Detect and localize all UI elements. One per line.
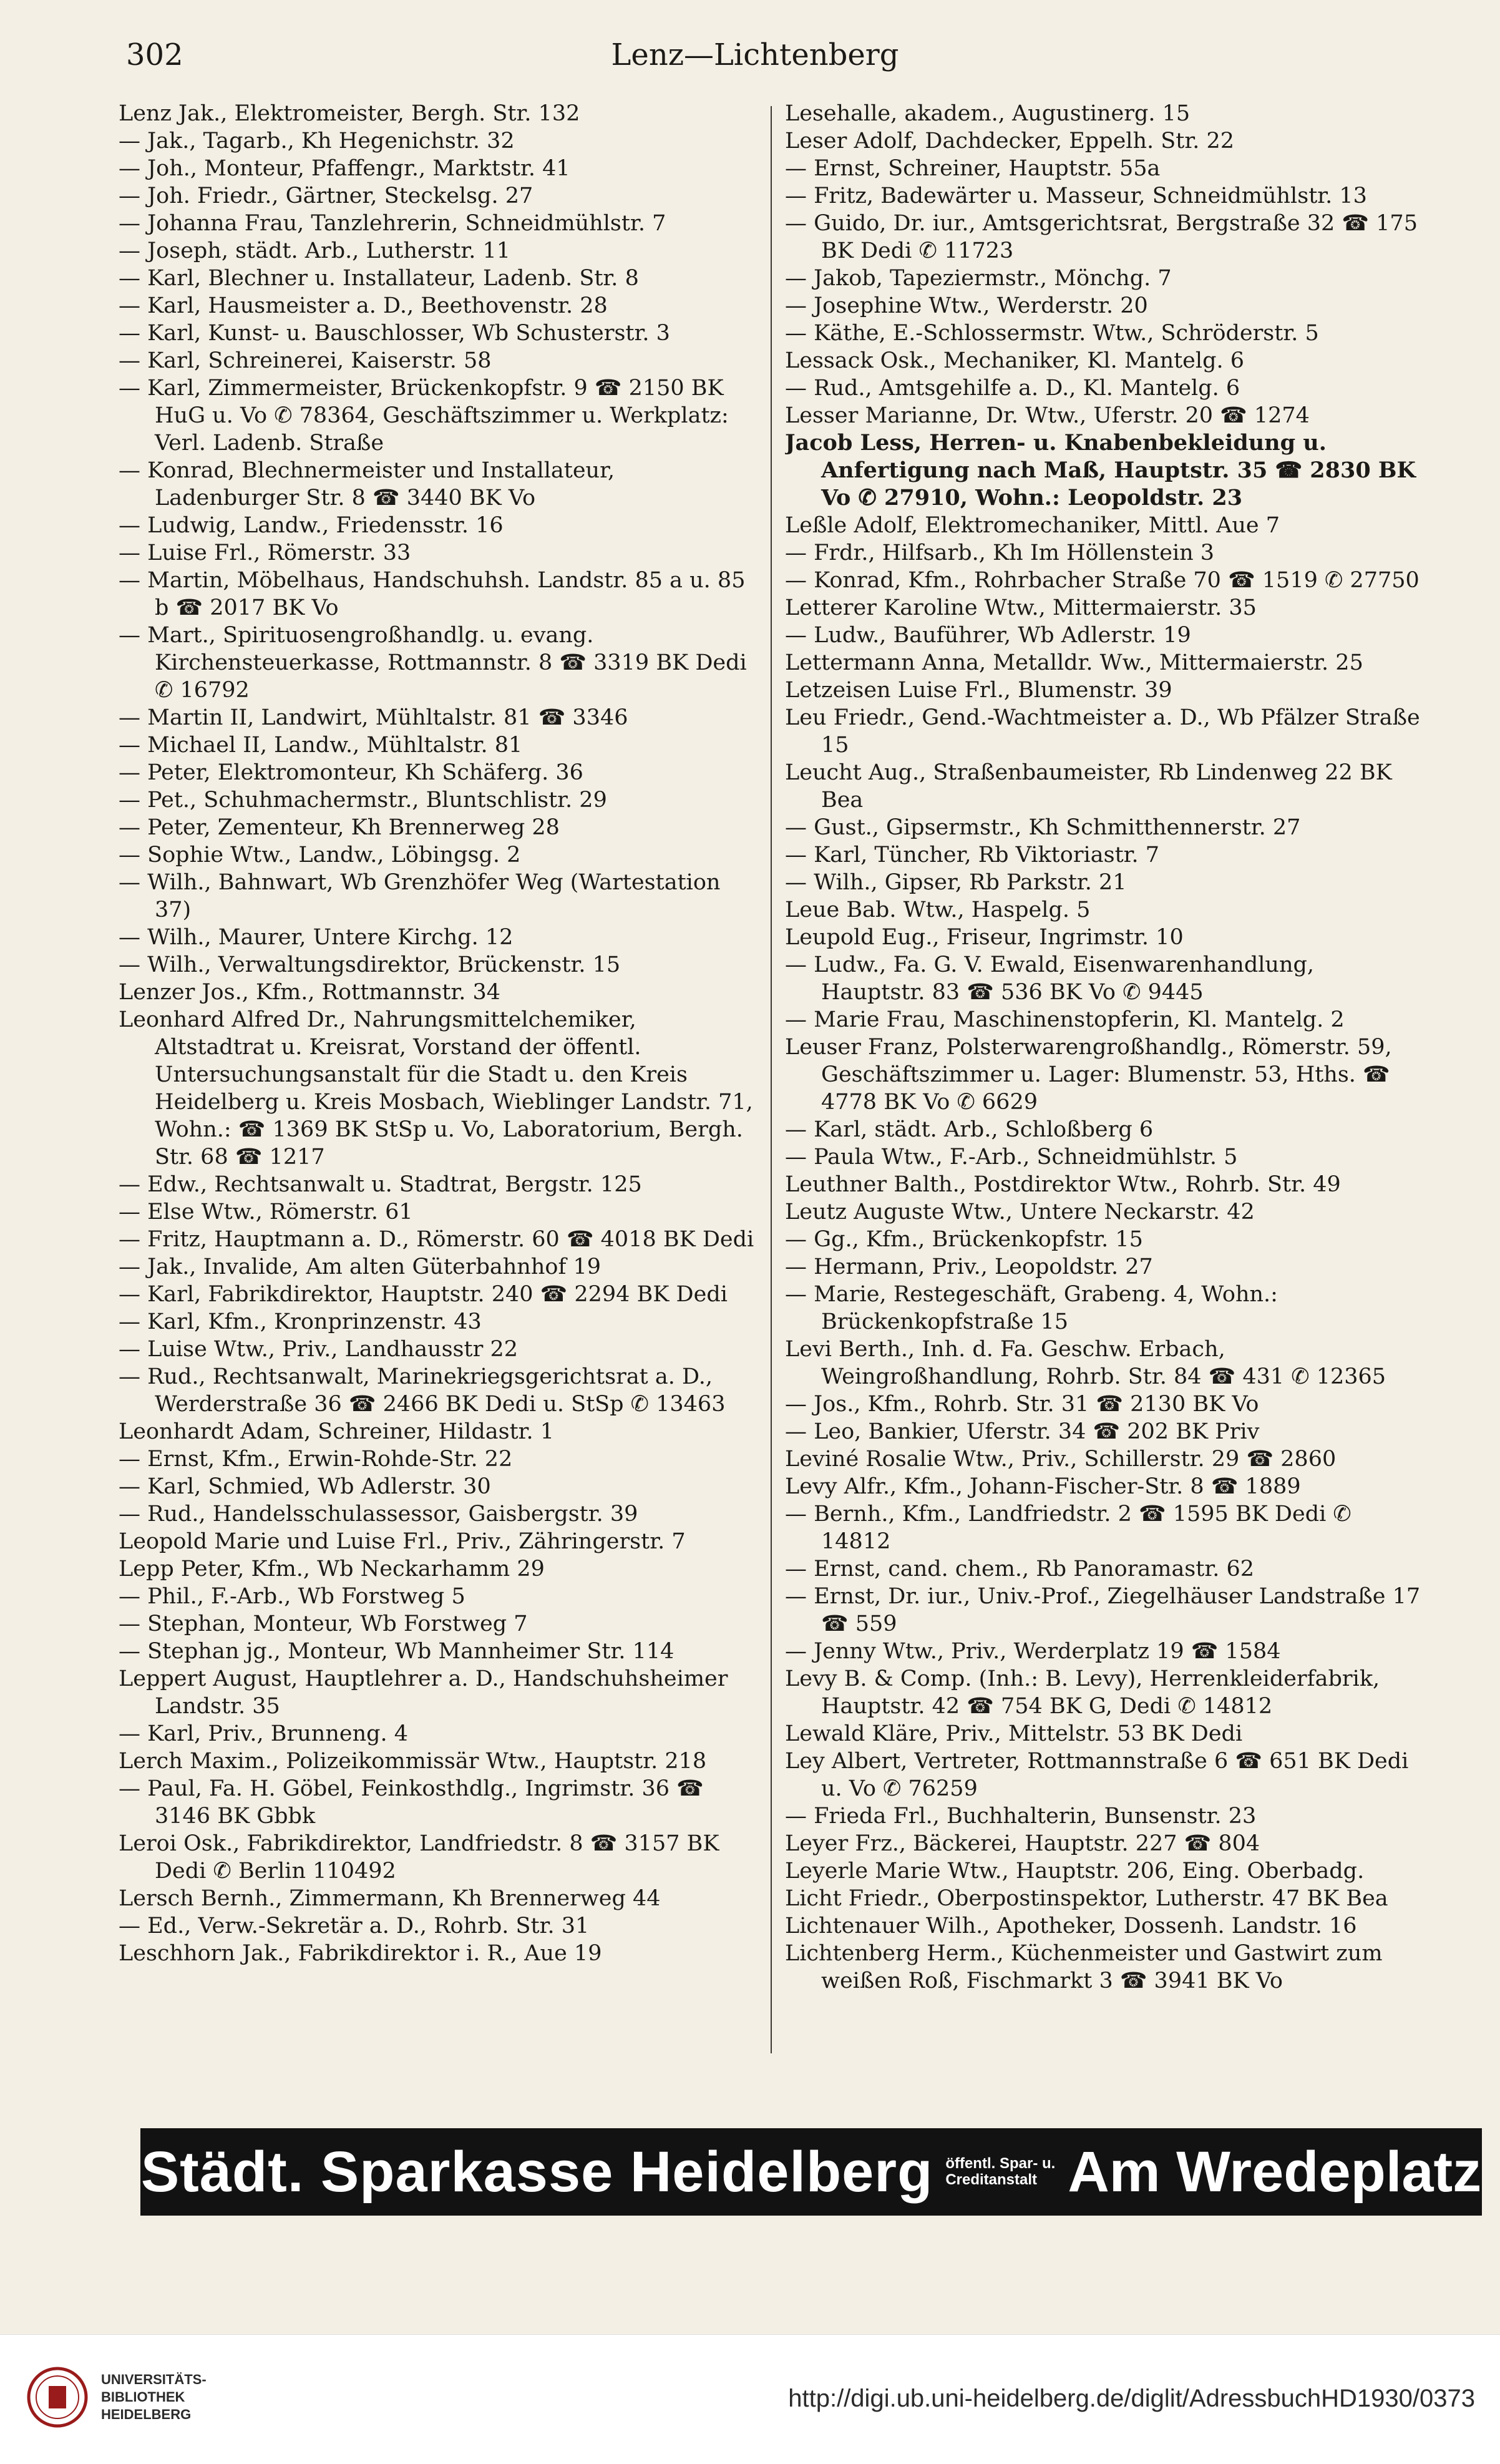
directory-entry: — Mart., Spirituosengroßhandlg. u. evang. Kirchensteuerkasse, Rottmannstr. 8 ☎ 3319 BK Dedi ✆ 16792 — [119, 623, 747, 703]
directory-entry: — Stephan jg., Monteur, Wb Mannheimer Str. 114 — [119, 1639, 675, 1664]
logo-line-2: BIBLIOTHEK — [101, 2389, 185, 2405]
directory-entry: Leuthner Balth., Postdirektor Wtw., Rohrb. Str. 49 — [785, 1172, 1341, 1197]
directory-entry: — Martin II, Landwirt, Mühltalstr. 81 ☎ 3346 — [119, 705, 628, 730]
directory-entry: — Ed., Verw.-Sekretär a. D., Rohrb. Str. 31 — [119, 1914, 590, 1938]
directory-entry: — Karl, Kfm., Kronprinzenstr. 43 — [119, 1309, 482, 1334]
directory-entry: — Gust., Gipsermstr., Kh Schmitthennerstr. 27 — [785, 815, 1301, 840]
library-seal-icon — [26, 2366, 89, 2428]
directory-entry: — Karl, Blechner u. Installateur, Ladenb. Str. 8 — [119, 266, 639, 291]
directory-entry: Lesser Marianne, Dr. Wtw., Uferstr. 20 ☎ 1274 — [785, 403, 1310, 428]
directory-entry: — Josephine Wtw., Werderstr. 20 — [785, 293, 1148, 318]
library-logo-text — [101, 2371, 207, 2423]
directory-entry: — Karl, Priv., Brunneng. 4 — [119, 1721, 409, 1746]
directory-entry: Lettermann Anna, Metalldr. Ww., Mittermaierstr. 25 — [785, 650, 1363, 675]
page-number: 302 — [126, 37, 183, 72]
directory-entry: — Rud., Handelsschulassessor, Gaisbergstr. 39 — [119, 1502, 638, 1527]
directory-entry: — Rud., Amtsgehilfe a. D., Kl. Mantelg. 6 — [785, 376, 1240, 401]
directory-entry: — Martin, Möbelhaus, Handschuhsh. Landstr. 85 a u. 85 b ☎ 2017 BK Vo — [119, 568, 746, 620]
directory-entry: — Wilh., Gipser, Rb Parkstr. 21 — [785, 870, 1127, 895]
directory-entry: Lichtenauer Wilh., Apotheker, Dossenh. Landstr. 16 — [785, 1914, 1357, 1938]
directory-entry: — Paula Wtw., F.-Arb., Schneidmühlstr. 5 — [785, 1145, 1238, 1170]
directory-entry: — Ludw., Fa. G. V. Ewald, Eisenwarenhandlung, Hauptstr. 83 ☎ 536 BK Vo ✆ 9445 — [785, 952, 1315, 1005]
directory-entry: Ley Albert, Vertreter, Rottmannstraße 6 ☎ 651 BK Dedi u. Vo ✆ 76259 — [785, 1749, 1409, 1801]
directory-entry: — Konrad, Kfm., Rohrbacher Straße 70 ☎ 1519 ✆ 27750 — [785, 568, 1420, 593]
directory-entry: — Stephan, Monteur, Wb Forstweg 7 — [119, 1611, 528, 1636]
directory-entry: — Peter, Zementeur, Kh Brennerweg 28 — [119, 815, 560, 840]
directory-entry: — Ernst, cand. chem., Rb Panoramastr. 62 — [785, 1557, 1255, 1582]
directory-entry: — Wilh., Bahnwart, Wb Grenzhöfer Weg (Wartestation 37) — [119, 870, 721, 922]
directory-entry: — Luise Wtw., Priv., Landhausstr 22 — [119, 1337, 518, 1362]
directory-entry: Leu Friedr., Gend.-Wachtmeister a. D., Wb Pfälzer Straße 15 — [785, 705, 1420, 758]
directory-entry: — Joh., Monteur, Pfaffengr., Marktstr. 41 — [119, 156, 570, 181]
banner-location-text: Am Wredeplatz — [1068, 2139, 1482, 2204]
directory-entry: Lersch Bernh., Zimmermann, Kh Brennerweg 44 — [119, 1886, 661, 1911]
directory-entry: — Wilh., Maurer, Untere Kirchg. 12 — [119, 925, 514, 950]
directory-entry: — Leo, Bankier, Uferstr. 34 ☎ 202 BK Priv — [785, 1419, 1260, 1444]
directory-entry: — Peter, Elektromonteur, Kh Schäferg. 36 — [119, 760, 583, 785]
banner-small-text — [945, 2156, 1055, 2188]
directory-entry: Leonhardt Adam, Schreiner, Hildastr. 1 — [119, 1419, 555, 1444]
directory-entry: Leonhard Alfred Dr., Nahrungsmittelchemiker, Altstadtrat u. Kreisrat, Vorstand der öffentl. Untersuchungsanstalt für die Stadt u. den Kreis Heidelberg u. Kreis Mosbach, Wieblinger Landstr. 71, Wohn.: ☎ 1369 BK StSp u. Vo, Laboratorium, Bergh. Str. 68 ☎ 1217 — [119, 1007, 753, 1170]
directory-columns — [119, 100, 1441, 2066]
banner-small-line-1: öffentl. Spar- u. — [945, 2155, 1056, 2172]
directory-entry: Leucht Aug., Straßenbaumeister, Rb Lindenweg 22 BK Bea — [785, 760, 1392, 813]
source-url-link[interactable]: http://digi.ub.uni-heidelberg.de/diglit/AdressbuchHD1930/0373 — [788, 2385, 1475, 2412]
directory-entry: — Guido, Dr. iur., Amtsgerichtsrat, Bergstraße 32 ☎ 175 BK Dedi ✆ 11723 — [785, 211, 1418, 263]
directory-entry: — Edw., Rechtsanwalt u. Stadtrat, Bergstr. 125 — [119, 1172, 642, 1197]
directory-entry: — Joseph, städt. Arb., Lutherstr. 11 — [119, 238, 511, 263]
directory-entry: Leutz Auguste Wtw., Untere Neckarstr. 42 — [785, 1200, 1255, 1225]
directory-entry: — Karl, Kunst- u. Bauschlosser, Wb Schusterstr. 3 — [119, 321, 670, 346]
directory-entry: — Bernh., Kfm., Landfriedstr. 2 ☎ 1595 BK Dedi ✆ 14812 — [785, 1502, 1351, 1554]
directory-entry: — Else Wtw., Römerstr. 61 — [119, 1200, 413, 1225]
directory-entry: Leuser Franz, Polsterwarengroßhandlg., Römerstr. 59, Geschäftszimmer u. Lager: Blumenstr. 53, Hths. ☎ 4778 BK Vo ✆ 6629 — [785, 1035, 1392, 1115]
directory-entry: — Jak., Tagarb., Kh Hegenichstr. 32 — [119, 129, 515, 154]
directory-entry: — Karl, städt. Arb., Schloßberg 6 — [785, 1117, 1154, 1142]
directory-entry: Leupold Eug., Friseur, Ingrimstr. 10 — [785, 925, 1184, 950]
directory-entry: — Fritz, Badewärter u. Masseur, Schneidmühlstr. 13 — [785, 183, 1367, 208]
directory-entry: — Phil., F.-Arb., Wb Forstweg 5 — [119, 1584, 465, 1609]
directory-entry: — Pet., Schuhmachermstr., Bluntschlistr. 29 — [119, 788, 607, 813]
directory-entry: — Sophie Wtw., Landw., Löbingsg. 2 — [119, 843, 521, 868]
directory-entry: — Jak., Invalide, Am alten Güterbahnhof 19 — [119, 1254, 601, 1279]
directory-entry: Jacob Less, Herren- u. Knabenbekleidung u. Anfertigung nach Maß, Hauptstr. 35 ☎ 2830 BK Vo ✆ 27910, Wohn.: Leopoldstr. 23 — [785, 430, 1416, 511]
directory-entry: — Karl, Schmied, Wb Adlerstr. 30 — [119, 1474, 491, 1499]
directory-entry: — Hermann, Priv., Leopoldstr. 27 — [785, 1254, 1153, 1279]
directory-entry: Letzeisen Luise Frl., Blumenstr. 39 — [785, 678, 1172, 703]
directory-entry: Letterer Karoline Wtw., Mittermaierstr. 35 — [785, 595, 1257, 620]
directory-entry: Leviné Rosalie Wtw., Priv., Schillerstr. 29 ☎ 2860 — [785, 1447, 1337, 1472]
directory-entry: — Karl, Zimmermeister, Brückenkopfstr. 9 ☎ 2150 BK HuG u. Vo ✆ 78364, Geschäftszimmer u. Werkplatz: Verl. Ladenb. Straße — [119, 376, 729, 456]
library-logo — [26, 2366, 207, 2428]
directory-entry: — Frdr., Hilfsarb., Kh Im Höllenstein 3 — [785, 540, 1215, 565]
page-header — [119, 32, 1391, 82]
right-column — [785, 100, 1421, 2066]
directory-entry: — Marie, Restegeschäft, Grabeng. 4, Wohn.: Brückenkopfstraße 15 — [785, 1282, 1278, 1334]
directory-entry: — Joh. Friedr., Gärtner, Steckelsg. 27 — [119, 183, 533, 208]
directory-entry: — Karl, Tüncher, Rb Viktoriastr. 7 — [785, 843, 1160, 868]
directory-entry: Lepp Peter, Kfm., Wb Neckarhamm 29 — [119, 1557, 545, 1582]
directory-entry: — Käthe, E.-Schlossermstr. Wtw., Schröderstr. 5 — [785, 321, 1319, 346]
running-head: Lenz—Lichtenberg — [611, 37, 899, 72]
directory-entry: — Karl, Fabrikdirektor, Hauptstr. 240 ☎ 2294 BK Dedi — [119, 1282, 728, 1307]
directory-entry: — Fritz, Hauptmann a. D., Römerstr. 60 ☎ 4018 BK Dedi — [119, 1227, 754, 1252]
directory-entry: — Ludwig, Landw., Friedensstr. 16 — [119, 513, 504, 538]
directory-entry: Levy Alfr., Kfm., Johann-Fischer-Str. 8 ☎ 1889 — [785, 1474, 1301, 1499]
directory-entry: — Frieda Frl., Buchhalterin, Bunsenstr. 23 — [785, 1804, 1257, 1829]
directory-entry: Licht Friedr., Oberpostinspektor, Lutherstr. 47 BK Bea — [785, 1886, 1388, 1911]
left-column — [119, 100, 755, 2066]
directory-entry: Lesehalle, akadem., Augustinerg. 15 — [785, 101, 1191, 126]
directory-entry: — Rud., Rechtsanwalt, Marinekriegsgerichtsrat a. D., Werderstraße 36 ☎ 2466 BK Dedi u. StSp ✆ 13463 — [119, 1364, 726, 1417]
directory-entry: — Jakob, Tapeziermstr., Mönchg. 7 — [785, 266, 1172, 291]
directory-entry: — Luise Frl., Römerstr. 33 — [119, 540, 411, 565]
directory-entry: — Paul, Fa. H. Göbel, Feinkosthdlg., Ingrimstr. 36 ☎ 3146 BK Gbbk — [119, 1776, 704, 1829]
directory-entry: — Michael II, Landw., Mühltalstr. 81 — [119, 733, 523, 758]
directory-entry: Leyerle Marie Wtw., Hauptstr. 206, Eing. Oberbadg. — [785, 1859, 1365, 1884]
directory-entry: — Ernst, Dr. iur., Univ.-Prof., Ziegelhäuser Landstraße 17 ☎ 559 — [785, 1584, 1421, 1636]
directory-entry: — Ernst, Kfm., Erwin-Rohde-Str. 22 — [119, 1447, 513, 1472]
directory-entry: — Karl, Schreinerei, Kaiserstr. 58 — [119, 348, 492, 373]
directory-entry: Leppert August, Hauptlehrer a. D., Handschuhsheimer Landstr. 35 — [119, 1666, 728, 1719]
directory-entry: Lessack Osk., Mechaniker, Kl. Mantelg. 6 — [785, 348, 1245, 373]
directory-entry: Levy B. & Comp. (Inh.: B. Levy), Herrenkleiderfabrik, Hauptstr. 42 ☎ 754 BK G, Dedi ✆ 14812 — [785, 1666, 1380, 1719]
banner-small-line-2: Creditanstalt — [945, 2171, 1038, 2188]
directory-entry: — Konrad, Blechnermeister und Installateur, Ladenburger Str. 8 ☎ 3440 BK Vo — [119, 458, 615, 511]
directory-entry: — Karl, Hausmeister a. D., Beethovenstr. 28 — [119, 293, 608, 318]
directory-entry: — Jos., Kfm., Rohrb. Str. 31 ☎ 2130 BK Vo — [785, 1392, 1259, 1417]
banner-main-text: Städt. Sparkasse Heidelberg — [140, 2139, 933, 2204]
directory-entry: — Wilh., Verwaltungsdirektor, Brückenstr. 15 — [119, 952, 621, 977]
directory-entry: — Jenny Wtw., Priv., Werderplatz 19 ☎ 1584 — [785, 1639, 1281, 1664]
directory-entry: Leßle Adolf, Elektromechaniker, Mittl. Aue 7 — [785, 513, 1280, 538]
directory-entry: Lenzer Jos., Kfm., Rottmannstr. 34 — [119, 980, 501, 1005]
directory-entry: Leue Bab. Wtw., Haspelg. 5 — [785, 897, 1091, 922]
logo-line-3: HEIDELBERG — [101, 2407, 192, 2422]
library-footer — [0, 2334, 1500, 2464]
directory-entry: Leser Adolf, Dachdecker, Eppelh. Str. 22 — [785, 129, 1235, 154]
directory-entry: — Ernst, Schreiner, Hauptstr. 55a — [785, 156, 1161, 181]
directory-entry: Leschhorn Jak., Fabrikdirektor i. R., Aue 19 — [119, 1941, 602, 1966]
directory-entry: — Marie Frau, Maschinenstopferin, Kl. Mantelg. 2 — [785, 1007, 1345, 1032]
directory-entry: Lewald Kläre, Priv., Mittelstr. 53 BK Dedi — [785, 1721, 1243, 1746]
logo-line-1: UNIVERSITÄTS- — [101, 2372, 207, 2387]
directory-entry: Leopold Marie und Luise Frl., Priv., Zähringerstr. 7 — [119, 1529, 686, 1554]
directory-entry: Lichtenberg Herm., Küchenmeister und Gastwirt zum weißen Roß, Fischmarkt 3 ☎ 3941 BK Vo — [785, 1941, 1383, 1993]
column-divider — [771, 106, 772, 2053]
directory-entry: Levi Berth., Inh. d. Fa. Geschw. Erbach, Weingroßhandlung, Rohrb. Str. 84 ☎ 431 ✆ 12365 — [785, 1337, 1386, 1389]
directory-entry: — Ludw., Bauführer, Wb Adlerstr. 19 — [785, 623, 1191, 648]
directory-entry: Lenz Jak., Elektromeister, Bergh. Str. 132 — [119, 101, 580, 126]
directory-entry: Lerch Maxim., Polizeikommissär Wtw., Hauptstr. 218 — [119, 1749, 707, 1774]
directory-entry: — Gg., Kfm., Brückenkopfstr. 15 — [785, 1227, 1143, 1252]
directory-entry: — Johanna Frau, Tanzlehrerin, Schneidmühlstr. 7 — [119, 211, 666, 236]
sparkasse-banner — [140, 2128, 1482, 2216]
directory-entry: Leroi Osk., Fabrikdirektor, Landfriedstr. 8 ☎ 3157 BK Dedi ✆ Berlin 110492 — [119, 1831, 719, 1884]
directory-entry: Leyer Frz., Bäckerei, Hauptstr. 227 ☎ 804 — [785, 1831, 1260, 1856]
